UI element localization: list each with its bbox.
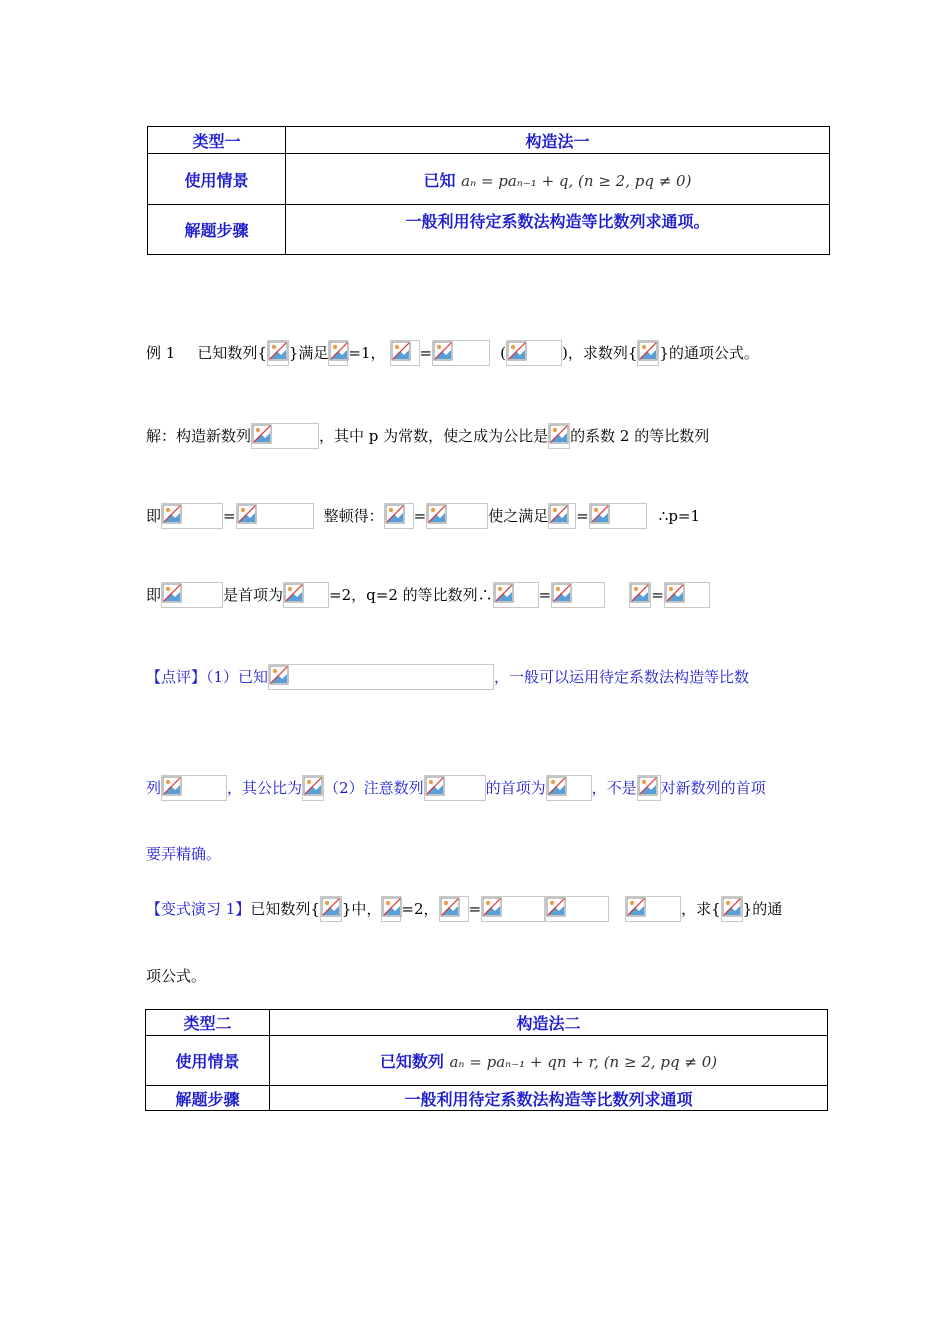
broken-image-icon: [494, 583, 514, 603]
solution-line-3: [146, 582, 710, 608]
formula-image: [506, 340, 562, 366]
broken-image-icon: [549, 504, 569, 524]
formula-image: [721, 896, 743, 922]
formula-image: [424, 775, 486, 801]
broken-image-icon: [546, 897, 566, 917]
broken-image-icon: [329, 341, 349, 361]
table2-type-value: 构造法二: [270, 1010, 828, 1036]
broken-image-icon: [321, 897, 341, 917]
table2-type-label: 类型二: [146, 1010, 270, 1036]
formula-image: [328, 340, 348, 366]
broken-image-icon: [630, 583, 650, 603]
broken-image-icon: [427, 504, 447, 524]
formula-image: [625, 896, 681, 922]
formula-image: [548, 503, 576, 529]
table2-steps-value: 一般利用待定系数法构造等比数列求通项: [270, 1086, 828, 1111]
method-table-1: [147, 126, 830, 255]
solution-text: =: [651, 586, 664, 604]
variant-label: 【变式演习 1】: [146, 900, 251, 918]
broken-image-icon: [507, 341, 527, 361]
solution-text: =: [223, 507, 236, 525]
broken-image-icon: [162, 776, 182, 796]
formula-image: [251, 423, 319, 449]
variant-line-1: [146, 896, 782, 922]
broken-image-icon: [722, 897, 742, 917]
broken-image-icon: [162, 583, 182, 603]
formula-image: [589, 503, 647, 529]
example-1-line: [146, 340, 759, 366]
variant-text: 已知数列{: [250, 900, 320, 918]
broken-image-icon: [284, 583, 304, 603]
example-text: =1，: [348, 344, 386, 362]
example-text: )，求数列{: [561, 344, 638, 362]
example-text: (: [500, 344, 506, 362]
formula-image: [381, 896, 401, 922]
broken-image-icon: [440, 897, 460, 917]
solution-text: 的系数 2 的等比数列: [570, 427, 710, 445]
solution-text: 整顿得：: [323, 507, 384, 525]
formula-image: [546, 775, 592, 801]
broken-image-icon: [638, 341, 658, 361]
comment-line-1: [146, 664, 749, 690]
solution-text: 解：构造新数列: [146, 427, 252, 445]
example-text: }满足: [288, 344, 329, 362]
broken-image-icon: [665, 583, 685, 603]
comment-text: ，其公比为: [227, 779, 303, 797]
broken-image-icon: [433, 341, 453, 361]
comment-text: ，一般可以运用待定系数法构造等比数: [494, 668, 750, 686]
table1-scenario-label: 使用情景: [148, 154, 286, 205]
comment-text: 列: [146, 779, 162, 797]
solution-text: =: [538, 586, 552, 604]
formula-image: [161, 582, 223, 608]
formula-image: [320, 896, 342, 922]
solution-text: ∴p=1: [658, 507, 701, 525]
comment-line-3: [146, 841, 221, 867]
broken-image-icon: [391, 341, 411, 361]
formula-image: [439, 896, 469, 922]
solution-text: =: [413, 507, 427, 525]
broken-image-icon: [237, 504, 257, 524]
formula-image: [426, 503, 488, 529]
solution-line-2: [146, 503, 700, 529]
table2-scenario-value: [270, 1036, 828, 1086]
formula-image: [432, 340, 490, 366]
comment-text: （2）注意数列: [324, 779, 424, 797]
variant-text: =2，: [401, 900, 439, 918]
example-label: 例 1: [146, 344, 176, 362]
comment-text: 的首项为: [485, 779, 546, 797]
method-table-2: [145, 1009, 828, 1111]
formula-image: [551, 582, 605, 608]
formula-image: [268, 664, 494, 690]
broken-image-icon: [549, 424, 569, 444]
variant-text: 项公式。: [146, 967, 207, 985]
broken-image-icon: [547, 776, 567, 796]
broken-image-icon: [268, 341, 288, 361]
solution-line-1: [146, 423, 709, 449]
table2-scenario-label: 使用情景: [146, 1036, 270, 1086]
formula-image: [236, 503, 314, 529]
formula-image: [493, 582, 539, 608]
broken-image-icon: [626, 897, 646, 917]
table1-type-value: 构造法一: [286, 127, 830, 154]
formula-image: [664, 582, 710, 608]
example-text: =: [419, 344, 433, 362]
broken-image-icon: [638, 776, 658, 796]
formula-image: [283, 582, 329, 608]
solution-text: 使之满足: [488, 507, 549, 525]
comment-text: 【点评】（1）已知: [146, 668, 269, 686]
broken-image-icon: [252, 424, 272, 444]
variant-text: }中，: [341, 900, 382, 918]
solution-text: 即: [146, 507, 162, 525]
formula-image: [161, 503, 223, 529]
formula-image: [267, 340, 289, 366]
table1-formula: aₙ = paₙ₋₁ + q, (n ≥ 2, pq ≠ 0): [461, 171, 692, 190]
broken-image-icon: [162, 504, 182, 524]
broken-image-icon: [385, 504, 405, 524]
formula-image: [390, 340, 420, 366]
formula-image: [548, 423, 570, 449]
variant-text: ，求{: [681, 900, 721, 918]
comment-text: 对新数列的首项: [660, 779, 766, 797]
comment-text: 要弄精确。: [146, 845, 222, 863]
solution-text: =: [576, 507, 589, 525]
comment-text: ，不是: [591, 779, 637, 797]
comment-line-2: [146, 775, 766, 801]
variant-text: =: [468, 900, 482, 918]
broken-image-icon: [552, 583, 572, 603]
table1-steps-label: 解题步骤: [148, 205, 286, 255]
table1-type-label: 类型一: [148, 127, 286, 154]
solution-text: =2，q=2 的等比数列∴: [329, 586, 493, 604]
solution-text: 是首项为: [223, 586, 284, 604]
example-text: }的通项公式。: [659, 344, 759, 362]
table1-steps-value: 一般利用待定系数法构造等比数列求通项。: [286, 205, 830, 255]
broken-image-icon: [425, 776, 445, 796]
variant-line-2: [146, 963, 206, 989]
formula-image: [637, 340, 659, 366]
formula-image: [302, 775, 324, 801]
broken-image-icon: [269, 665, 289, 685]
broken-image-icon: [482, 897, 502, 917]
broken-image-icon: [303, 776, 323, 796]
broken-image-icon: [382, 897, 402, 917]
table2-formula: aₙ = paₙ₋₁ + qn + r, (n ≥ 2, pq ≠ 0): [449, 1053, 718, 1071]
formula-image: [161, 775, 227, 801]
variant-text: }的通: [742, 900, 783, 918]
broken-image-icon: [590, 504, 610, 524]
table2-steps-label: 解题步骤: [146, 1086, 270, 1111]
formula-image: [545, 896, 609, 922]
table2-scenario-prefix: 已知数列: [379, 1052, 444, 1071]
formula-image: [629, 582, 651, 608]
table1-scenario-value: [286, 154, 830, 205]
table1-scenario-prefix: 已知: [423, 170, 456, 190]
solution-text: 即: [146, 586, 162, 604]
formula-image: [637, 775, 661, 801]
formula-image: [481, 896, 545, 922]
example-text: 已知数列{: [197, 344, 267, 362]
solution-text: ，其中 p 为常数，使之成为公比是: [319, 427, 549, 445]
formula-image: [384, 503, 414, 529]
